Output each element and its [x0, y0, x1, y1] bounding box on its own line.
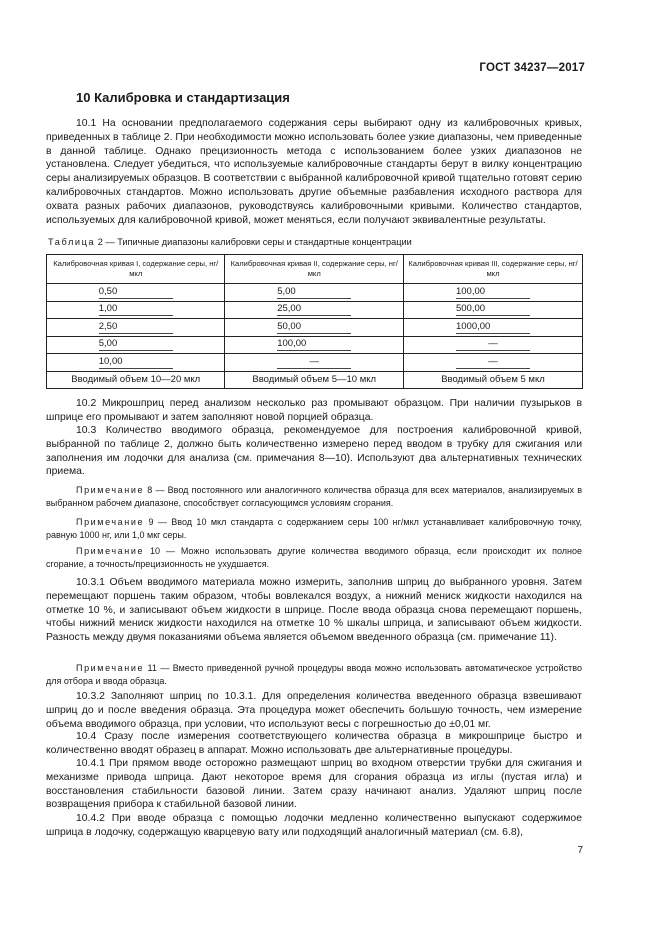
note-text: 10 — Можно использовать другие количества вводимого образца, если происходит их полное сгорание, а точность/прецизионность не ухудшается.: [46, 546, 582, 569]
paragraph-text: 10.3.1 Объем вводимого материала можно измерить, заполнив шприц до выбранного уровня. Затем перемещают поршень таким образом, чтобы вовлекался воздух, а нижний мениск жидкости находился на отметке 10 %, и записывают объем жидкости в шприце. После ввода образца снова перемещают поршень, чтобы нижний мениск жидкости находился на отметке 10 % шкалы шприца, и записывают объем жидкости. Разность между двумя показаниями объема является объемом введенного образца (см. примечание 11).: [46, 577, 582, 644]
table-caption: [48, 237, 412, 247]
calibration-table: [46, 254, 583, 389]
table-cell: 100,00: [225, 336, 403, 354]
paragraph-text: 10.1 На основании предполагаемого содержания серы выбирают одну из калибровочных кривых, приведенных в таблице 2. При необходимости можно использовать более узкие диапазоны, чем приведенные в данной таблице. Однако прецизионность метода с использованием более узких диапазонов не установлена. Следует убедиться, что используемые калибровочные стандарты берут в вилку концентрацию серы анализируемых образцов. В соответствии с выбранной калибровочной кривой тщательно готовят серию калибровочных стандартов. Можно использовать другие объемные разбавления исходного раствора для охвата разных рабочих диапазонов, руководствуясь калибровочными кривыми. Количество стандартов, используемых для калибровочной кривой, может меняться, если получают эквивалентные результаты.: [46, 118, 582, 226]
paragraph-10-1: [46, 117, 582, 227]
table-row: [47, 284, 583, 302]
note-10: [46, 545, 582, 570]
table-cell: 25,00: [225, 301, 403, 319]
paragraph-text: 10.4.1 При прямом вводе осторожно размещают шприц во входном отверстии трубки для сжигания и механизме привода шприца. Дают некоторое время для сгорания образца из иглы (пустая игла) и восстановления стабильности базовой линии. Затем сразу начинают анализ. Удаляют шприц после возвращения прибора к стабильной базовой линии.: [46, 758, 582, 811]
page-number: 7: [577, 845, 583, 856]
paragraph-text: 10.2 Микрошприц перед анализом несколько раз промывают образцом. При наличии пузырьков в шприце его промывают и затем заполняют новой порцией образца.: [46, 398, 582, 423]
note-11: [46, 662, 582, 687]
table-row: [47, 319, 583, 337]
table-cell: —: [403, 336, 582, 354]
table-cell: 5,00: [47, 336, 225, 354]
table-cell: 500,00: [403, 301, 582, 319]
paragraph-10-3-2: [46, 690, 582, 731]
table-caption-label: Таблица: [48, 237, 96, 247]
paragraph-10-3-1: [46, 576, 582, 645]
paragraph-10-4: [46, 730, 582, 758]
paragraph-text: 10.3 Количество вводимого образца, рекомендуемое для построения калибровочной кривой, выбранной по таблице 2, должно быть количественно измерено перед вводом в трубку для сжигания или заполнения им лодочки для анализа (см. примечания 8—10). Используют два альтернативных технических приема.: [46, 425, 582, 478]
table-header-row: [47, 255, 583, 284]
table-footer-cell: Вводимый объем 5 мкл: [403, 371, 582, 389]
standard-header: ГОСТ 34237—2017: [479, 62, 585, 74]
table-cell: 0,50: [47, 284, 225, 302]
paragraph-text: 10.3.2 Заполняют шприц по 10.3.1. Для определения количества введенного образца взвешивают шприц до и после введения образца. Эта процедура может обеспечить большую точность, чем измерение объема вводимого образца, при условии, что используют весы с погрешностью до ±0,01 мг.: [46, 691, 582, 730]
table-cell: 5,00: [225, 284, 403, 302]
table-cell: 1000,00: [403, 319, 582, 337]
paragraph-text: 10.4 Сразу после измерения соответствующего количества образца в микрошприце быстро и количественно вводят образец в аппарат. Можно использовать две альтернативные процедуры.: [46, 731, 582, 756]
note-9: [46, 516, 582, 541]
table-row: [47, 301, 583, 319]
note-text: 8 — Ввод постоянного или аналогичного количества образца для всех материалов, анализируемых в выбранном рабочем диапазоне, способствует согласующимся условиям сгорания.: [46, 485, 582, 508]
paragraph-10-4-2: [46, 812, 582, 840]
note-label: Примечание: [76, 517, 145, 527]
table-cell: 50,00: [225, 319, 403, 337]
table-cell: 1,00: [47, 301, 225, 319]
table-cell: —: [403, 354, 582, 372]
note-text: 9 — Ввод 10 мкл стандарта с содержанием серы 100 нг/мкл устанавливает калибровочную точку, равную 1000 нг, или 1,0 мкг серы.: [46, 517, 582, 540]
table-cell: —: [225, 354, 403, 372]
table-row: [47, 354, 583, 372]
table-cell: 100,00: [403, 284, 582, 302]
paragraph-10-4-1: [46, 757, 582, 812]
table-cell: 10,00: [47, 354, 225, 372]
paragraph-10-3: [46, 424, 582, 479]
note-label: Примечание: [76, 663, 145, 673]
table-caption-text: 2 — Типичные диапазоны калибровки серы и стандартные концентрации: [97, 237, 412, 247]
header-curve-1: Калибровочная кривая I, содержание серы, нг/мкл: [47, 255, 225, 284]
paragraph-text: 10.4.2 При вводе образца с помощью лодочки медленно количественно выпускают содержимое шприца в лодочку, содержащую кварцевую вату или подходящий аналогичный материал (см. 6.8),: [46, 813, 582, 838]
header-curve-3: Калибровочная кривая III, содержание серы, нг/мкл: [403, 255, 582, 284]
note-8: [46, 484, 582, 509]
table-cell: 2,50: [47, 319, 225, 337]
paragraph-10-2: [46, 397, 582, 425]
table-footer-row: [47, 371, 583, 389]
table-row: [47, 336, 583, 354]
note-label: Примечание: [76, 546, 145, 556]
table-footer-cell: Вводимый объем 10—20 мкл: [47, 371, 225, 389]
table-footer-cell: Вводимый объем 5—10 мкл: [225, 371, 403, 389]
section-title: 10 Калибровка и стандартизация: [76, 90, 290, 105]
header-curve-2: Калибровочная кривая II, содержание серы, нг/мкл: [225, 255, 403, 284]
note-text: 11 — Вместо приведенной ручной процедуры ввода можно использовать автоматическое устройство для отбора и ввода образца.: [46, 663, 582, 686]
note-label: Примечание: [76, 485, 145, 495]
